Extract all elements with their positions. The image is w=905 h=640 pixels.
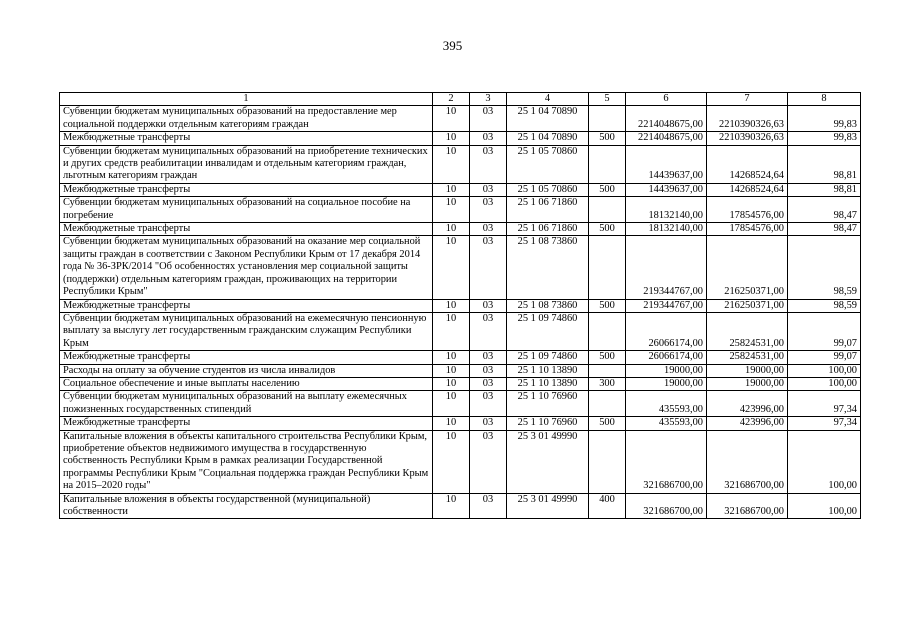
- table-row: [60, 312, 861, 350]
- table-row: [60, 197, 861, 223]
- row-name: Субвенции бюджетам муниципальных образований на оказание мер социальной защиты граждан в соответствии с Законом Республики Крым от 17 декабря 2014 года № 36-ЗРК/2014 "Об особенностях установления мер социальной защиты (поддержки) отдельным категориям граждан, проживающих на территории Республики Крым": [60, 236, 433, 299]
- row-percent: 98,59: [788, 236, 861, 299]
- row-executed-amount: 19000,00: [707, 364, 788, 377]
- row-section: 10: [433, 106, 470, 132]
- row-planned-amount: 14439637,00: [626, 145, 707, 183]
- table-row: [60, 493, 861, 519]
- row-subsection: 03: [470, 106, 507, 132]
- row-target-article: 25 1 06 71860: [507, 197, 589, 223]
- row-section: 10: [433, 351, 470, 364]
- row-name: Субвенции бюджетам муниципальных образований на социальное пособие на погребение: [60, 197, 433, 223]
- row-section: 10: [433, 197, 470, 223]
- row-name: Межбюджетные трансферты: [60, 417, 433, 430]
- row-section: 10: [433, 417, 470, 430]
- table-row: [60, 391, 861, 417]
- row-name: Межбюджетные трансферты: [60, 183, 433, 196]
- row-target-article: 25 1 10 13890: [507, 364, 589, 377]
- row-expense-type: 300: [589, 377, 626, 390]
- row-expense-type: [589, 197, 626, 223]
- column-header: 7: [707, 93, 788, 106]
- row-planned-amount: 2214048675,00: [626, 106, 707, 132]
- row-percent: 98,47: [788, 197, 861, 223]
- row-name: Субвенции бюджетам муниципальных образований на предоставление мер социальной поддержки отдельным категориям граждан: [60, 106, 433, 132]
- row-target-article: 25 1 10 76960: [507, 417, 589, 430]
- row-executed-amount: 423996,00: [707, 417, 788, 430]
- row-target-article: 25 1 05 70860: [507, 145, 589, 183]
- row-executed-amount: 216250371,00: [707, 299, 788, 312]
- row-executed-amount: 2210390326,63: [707, 132, 788, 145]
- row-planned-amount: 26066174,00: [626, 312, 707, 350]
- row-expense-type: 500: [589, 417, 626, 430]
- row-subsection: 03: [470, 236, 507, 299]
- row-planned-amount: 2214048675,00: [626, 132, 707, 145]
- row-percent: 99,83: [788, 106, 861, 132]
- row-subsection: 03: [470, 183, 507, 196]
- row-expense-type: 500: [589, 132, 626, 145]
- row-target-article: 25 1 09 74860: [507, 351, 589, 364]
- row-target-article: 25 1 04 70890: [507, 106, 589, 132]
- row-section: 10: [433, 132, 470, 145]
- row-section: 10: [433, 183, 470, 196]
- row-subsection: 03: [470, 197, 507, 223]
- row-target-article: 25 1 09 74860: [507, 312, 589, 350]
- table-row: [60, 364, 861, 377]
- row-planned-amount: 14439637,00: [626, 183, 707, 196]
- row-planned-amount: 19000,00: [626, 377, 707, 390]
- row-percent: 100,00: [788, 430, 861, 493]
- row-section: 10: [433, 391, 470, 417]
- row-percent: 99,83: [788, 132, 861, 145]
- row-planned-amount: 18132140,00: [626, 197, 707, 223]
- row-target-article: 25 1 06 71860: [507, 223, 589, 236]
- table-row: [60, 132, 861, 145]
- table-row: [60, 417, 861, 430]
- row-section: 10: [433, 236, 470, 299]
- row-subsection: 03: [470, 364, 507, 377]
- row-target-article: 25 3 01 49990: [507, 493, 589, 519]
- row-percent: 99,07: [788, 351, 861, 364]
- table-row: [60, 183, 861, 196]
- row-subsection: 03: [470, 351, 507, 364]
- row-section: 10: [433, 223, 470, 236]
- row-subsection: 03: [470, 132, 507, 145]
- row-target-article: 25 1 10 76960: [507, 391, 589, 417]
- row-expense-type: [589, 145, 626, 183]
- row-percent: 100,00: [788, 377, 861, 390]
- row-planned-amount: 19000,00: [626, 364, 707, 377]
- row-subsection: 03: [470, 493, 507, 519]
- row-name: Межбюджетные трансферты: [60, 132, 433, 145]
- row-section: 10: [433, 377, 470, 390]
- table-row: [60, 377, 861, 390]
- table-row: [60, 145, 861, 183]
- row-expense-type: [589, 364, 626, 377]
- column-header: 3: [470, 93, 507, 106]
- column-header: 4: [507, 93, 589, 106]
- row-section: 10: [433, 364, 470, 377]
- row-executed-amount: 14268524,64: [707, 145, 788, 183]
- row-subsection: 03: [470, 299, 507, 312]
- table-row: [60, 106, 861, 132]
- row-name: Межбюджетные трансферты: [60, 223, 433, 236]
- row-name: Капитальные вложения в объекты капитального строительства Республики Крым, приобретение объектов недвижимого имущества в государственную собственность Республики Крым в рамках реализации Государственной программы Республики Крым "Социальная поддержка граждан Республики Крым на 2015–2020 годы": [60, 430, 433, 493]
- row-executed-amount: 321686700,00: [707, 493, 788, 519]
- row-section: 10: [433, 299, 470, 312]
- page-number: 395: [442, 38, 463, 53]
- row-planned-amount: 435593,00: [626, 417, 707, 430]
- row-name: Межбюджетные трансферты: [60, 351, 433, 364]
- row-target-article: 25 1 04 70890: [507, 132, 589, 145]
- row-expense-type: [589, 106, 626, 132]
- table-row: [60, 430, 861, 493]
- budget-table: [59, 92, 861, 519]
- row-percent: 98,47: [788, 223, 861, 236]
- row-subsection: 03: [470, 391, 507, 417]
- row-expense-type: [589, 391, 626, 417]
- row-name: Социальное обеспечение и иные выплаты населению: [60, 377, 433, 390]
- row-expense-type: 500: [589, 351, 626, 364]
- row-name: Межбюджетные трансферты: [60, 299, 433, 312]
- row-target-article: 25 1 08 73860: [507, 299, 589, 312]
- row-planned-amount: 321686700,00: [626, 430, 707, 493]
- row-name: Субвенции бюджетам муниципальных образований на приобретение технических и других средств реабилитации инвалидам и отдельным категориям граждан, льготным категориям граждан: [60, 145, 433, 183]
- row-percent: 97,34: [788, 391, 861, 417]
- row-percent: 99,07: [788, 312, 861, 350]
- row-subsection: 03: [470, 312, 507, 350]
- row-expense-type: 500: [589, 183, 626, 196]
- row-expense-type: [589, 236, 626, 299]
- row-section: 10: [433, 312, 470, 350]
- row-percent: 98,81: [788, 145, 861, 183]
- row-expense-type: 500: [589, 223, 626, 236]
- row-subsection: 03: [470, 223, 507, 236]
- row-executed-amount: 17854576,00: [707, 223, 788, 236]
- row-subsection: 03: [470, 145, 507, 183]
- row-subsection: 03: [470, 377, 507, 390]
- table-row: [60, 236, 861, 299]
- row-expense-type: [589, 312, 626, 350]
- row-executed-amount: 2210390326,63: [707, 106, 788, 132]
- row-target-article: 25 3 01 49990: [507, 430, 589, 493]
- row-section: 10: [433, 493, 470, 519]
- row-expense-type: [589, 430, 626, 493]
- row-executed-amount: 321686700,00: [707, 430, 788, 493]
- row-percent: 100,00: [788, 493, 861, 519]
- row-planned-amount: 18132140,00: [626, 223, 707, 236]
- row-name: Субвенции бюджетам муниципальных образований на ежемесячную пенсионную выплату за выслугу лет государственным гражданским служащим Республики Крым: [60, 312, 433, 350]
- row-target-article: 25 1 10 13890: [507, 377, 589, 390]
- row-planned-amount: 219344767,00: [626, 299, 707, 312]
- table-row: [60, 351, 861, 364]
- row-executed-amount: 25824531,00: [707, 312, 788, 350]
- row-expense-type: 500: [589, 299, 626, 312]
- row-section: 10: [433, 430, 470, 493]
- row-executed-amount: 19000,00: [707, 377, 788, 390]
- column-header: 6: [626, 93, 707, 106]
- row-executed-amount: 14268524,64: [707, 183, 788, 196]
- row-executed-amount: 423996,00: [707, 391, 788, 417]
- row-name: Капитальные вложения в объекты государственной (муниципальной) собственности: [60, 493, 433, 519]
- row-percent: 98,81: [788, 183, 861, 196]
- row-name: Субвенции бюджетам муниципальных образований на выплату ежемесячных пожизненных государственных стипендий: [60, 391, 433, 417]
- row-planned-amount: 321686700,00: [626, 493, 707, 519]
- table-row: [60, 223, 861, 236]
- row-executed-amount: 25824531,00: [707, 351, 788, 364]
- row-planned-amount: 26066174,00: [626, 351, 707, 364]
- column-header: 5: [589, 93, 626, 106]
- row-percent: 97,34: [788, 417, 861, 430]
- column-header: 1: [60, 93, 433, 106]
- table-header-row: [60, 93, 861, 106]
- row-name: Расходы на оплату за обучение студентов из числа инвалидов: [60, 364, 433, 377]
- row-target-article: 25 1 08 73860: [507, 236, 589, 299]
- row-expense-type: 400: [589, 493, 626, 519]
- row-target-article: 25 1 05 70860: [507, 183, 589, 196]
- row-subsection: 03: [470, 430, 507, 493]
- row-executed-amount: 216250371,00: [707, 236, 788, 299]
- column-header: 8: [788, 93, 861, 106]
- row-executed-amount: 17854576,00: [707, 197, 788, 223]
- row-percent: 98,59: [788, 299, 861, 312]
- row-percent: 100,00: [788, 364, 861, 377]
- row-planned-amount: 219344767,00: [626, 236, 707, 299]
- table-row: [60, 299, 861, 312]
- row-section: 10: [433, 145, 470, 183]
- row-subsection: 03: [470, 417, 507, 430]
- row-planned-amount: 435593,00: [626, 391, 707, 417]
- column-header: 2: [433, 93, 470, 106]
